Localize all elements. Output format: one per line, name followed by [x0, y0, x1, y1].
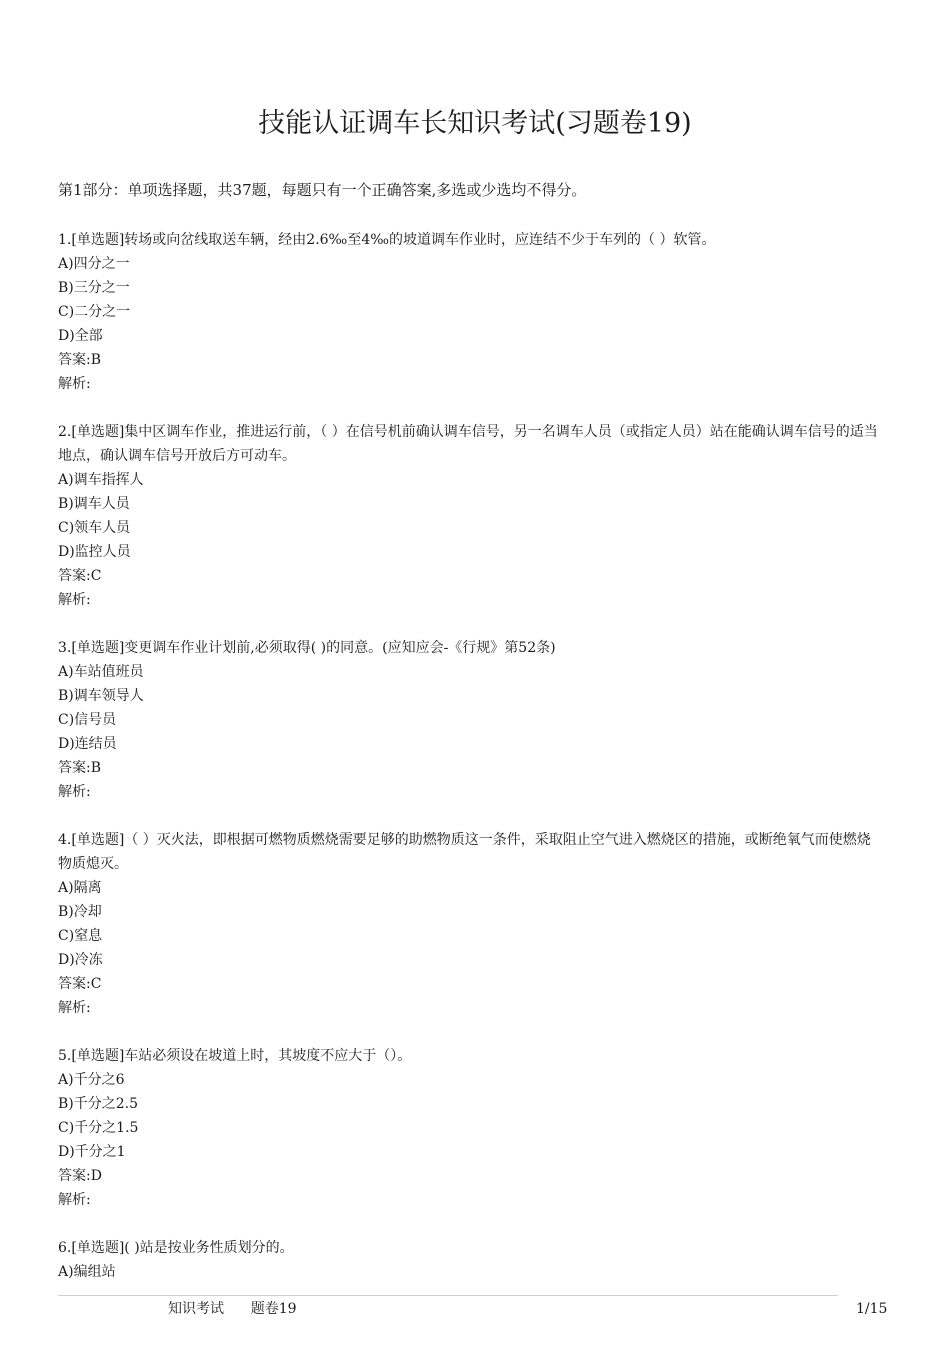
page-number: 1/15	[856, 1301, 888, 1317]
question-stem: 5.[单选题]车站必须设在坡道上时，其坡度不应大于（）。	[58, 1048, 412, 1064]
analysis-text: 解析:	[58, 784, 91, 800]
analysis-text: 解析:	[58, 592, 91, 608]
analysis-text: 解析:	[58, 1000, 91, 1016]
question-2	[58, 420, 884, 612]
option-c: C)窒息	[58, 928, 103, 944]
option-b: B)千分之2.5	[58, 1096, 139, 1112]
option-a: A)千分之6	[58, 1072, 125, 1088]
option-b: B)冷却	[58, 904, 102, 920]
question-stem: 3.[单选题]变更调车作业计划前,必须取得( )的同意。(应知应会-《行规》第52条)	[58, 640, 556, 656]
answer-text: 答案:D	[58, 1168, 102, 1184]
question-6	[58, 1236, 884, 1284]
option-b: B)调车人员	[58, 496, 130, 512]
answer-text: 答案:C	[58, 976, 102, 992]
option-c: C)二分之一	[58, 304, 131, 320]
option-d: D)全部	[58, 328, 103, 344]
option-c: C)千分之1.5	[58, 1120, 139, 1136]
question-4	[58, 828, 884, 1020]
option-a: A)编组站	[58, 1264, 116, 1280]
option-d: D)千分之1	[58, 1144, 126, 1160]
option-a: A)隔离	[58, 880, 102, 896]
footer-label: 知识考试 题卷19	[168, 1301, 297, 1317]
question-stem: 6.[单选题]( )站是按业务性质划分的。	[58, 1240, 294, 1256]
option-a: A)调车指挥人	[58, 472, 144, 488]
option-b: B)三分之一	[58, 280, 130, 296]
option-a: A)车站值班员	[58, 664, 144, 680]
document-title: 技能认证调车长知识考试(习题卷19)	[258, 108, 692, 139]
option-c: C)领车人员	[58, 520, 131, 536]
question-stem: 4.[单选题]（ ）灭火法，即根据可燃物质燃烧需要足够的助燃物质这一条件，采取阻止空气进入燃烧区的措施，或断绝氧气而使燃烧物质熄灭。	[58, 832, 871, 872]
option-d: D)冷冻	[58, 952, 103, 968]
analysis-text: 解析:	[58, 1192, 91, 1208]
section-header: 第1部分：单项选择题，共37题，每题只有一个正确答案,多选或少选均不得分。	[58, 181, 587, 199]
question-stem: 1.[单选题]转场或向岔线取送车辆，经由2.6‰至4‰的坡道调车作业时，应连结不少于车列的（ ）软管。	[58, 232, 716, 248]
option-a: A)四分之一	[58, 256, 130, 272]
question-list	[58, 228, 884, 1308]
question-1	[58, 228, 884, 396]
option-c: C)信号员	[58, 712, 117, 728]
question-stem: 2.[单选题]集中区调车作业，推进运行前，（ ）在信号机前确认调车信号，另一名调车人员（或指定人员）站在能确认调车信号的适当地点，确认调车信号开放后方可动车。	[58, 424, 878, 464]
answer-text: 答案:B	[58, 760, 102, 776]
answer-text: 答案:C	[58, 568, 102, 584]
footer-divider	[58, 1295, 838, 1296]
option-b: B)调车领导人	[58, 688, 144, 704]
question-5	[58, 1044, 884, 1212]
question-3	[58, 636, 884, 804]
answer-text: 答案:B	[58, 352, 102, 368]
analysis-text: 解析:	[58, 376, 91, 392]
option-d: D)监控人员	[58, 544, 131, 560]
option-d: D)连结员	[58, 736, 117, 752]
